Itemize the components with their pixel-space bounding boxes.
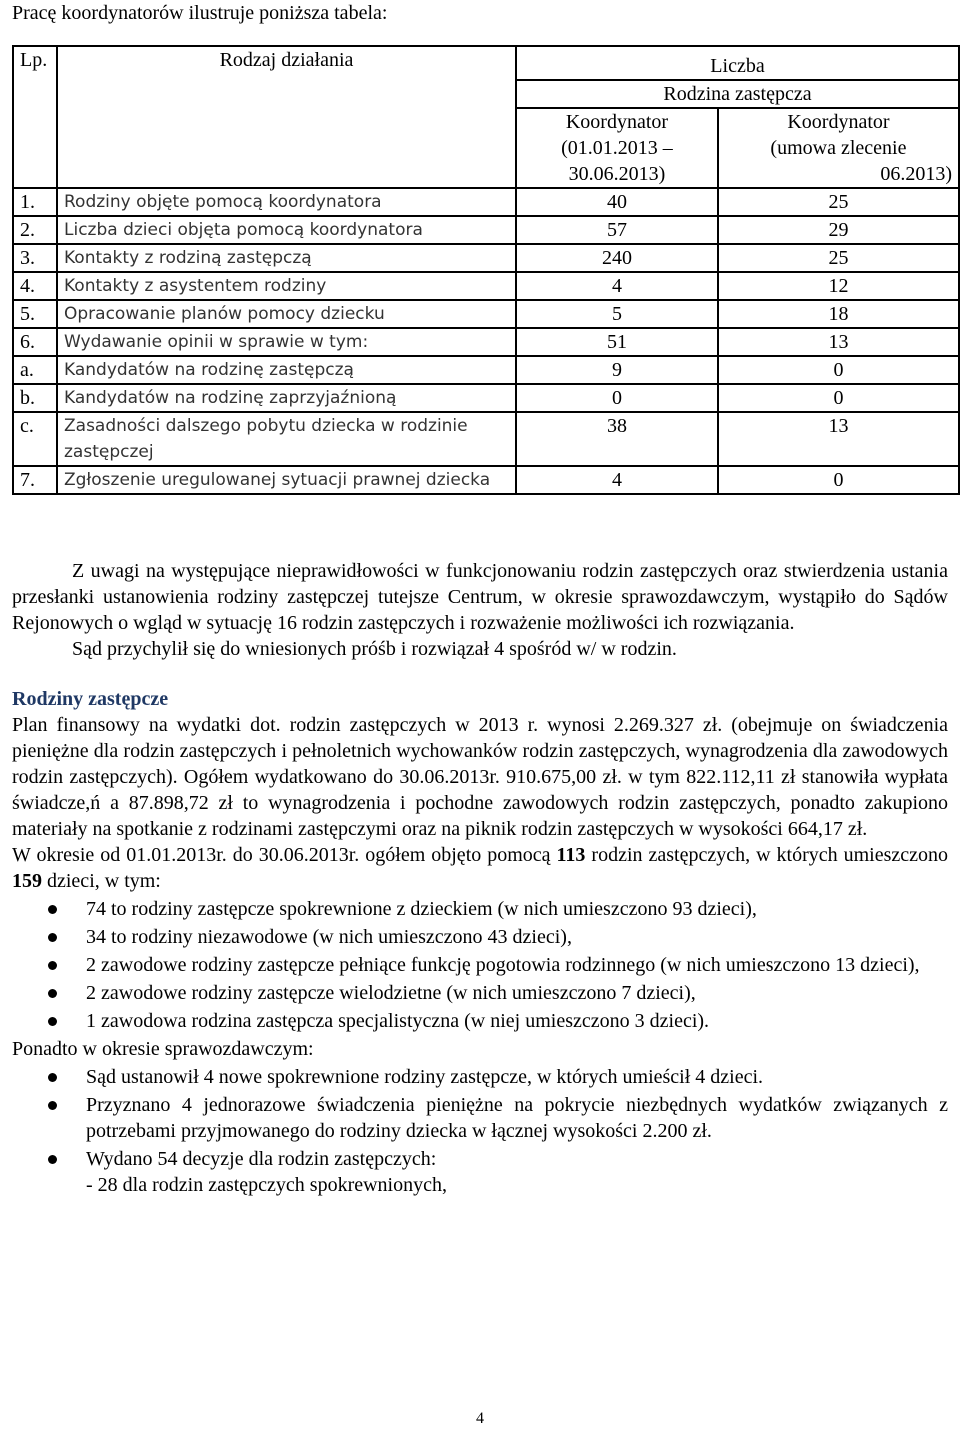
intro-text: Pracę koordynatorów ilustruje poniższa tabela: <box>12 2 388 24</box>
paragraph-irregularities: Z uwagi na występujące nieprawidłowości w funkcjonowaniu rodzin zastępczych oraz stwierdzenia ustania przesłanki ustanowienia rodziny zastępczej tutejsze Centrum, w okresie sprawozdawczym, wystąpiło do Sądów Rejonowych o wgląd w sytuację 16 rodzin zastępczych i rozważenie możliwości ich rozwiązania. <box>12 560 948 634</box>
row-value-1: 4 <box>516 466 718 494</box>
table-row <box>13 384 959 412</box>
row-value-1: 4 <box>516 272 718 300</box>
family-types-list <box>12 896 948 1034</box>
list-item <box>12 924 948 950</box>
list-item-text: 2 zawodowe rodziny zastępcze pełniące funkcję pogotowia rodzinnego (w nich umieszczono 13 dzieci), <box>86 954 920 976</box>
header-col1-line3: 30.06.2013) <box>568 163 666 185</box>
row-num: 4. <box>13 272 57 300</box>
header-col2-line2: (umowa zlecenie <box>770 137 907 159</box>
header-col2-line3: 06.2013) <box>880 163 952 185</box>
table-row <box>13 244 959 272</box>
list-item <box>12 1064 948 1090</box>
row-activity: Zasadności dalszego pobytu dziecka w rodzinie zastępczej <box>57 412 516 466</box>
list-item-text: Przyznano 4 jednorazowe świadczenia pieniężne na pokrycie niezbędnych wydatków związanych z potrzebami przyjmowanego do rodziny dziecka w łącznej wysokości 2.200 zł. <box>86 1094 948 1142</box>
bullet-icon <box>48 1017 57 1026</box>
header-col1-line1: Koordynator <box>565 111 669 133</box>
table-row <box>13 300 959 328</box>
row-num: 6. <box>13 328 57 356</box>
bullet-icon <box>48 905 57 914</box>
row-value-1: 40 <box>516 188 718 216</box>
table-row <box>13 328 959 356</box>
list-item-text: Sąd ustanowił 4 nowe spokrewnione rodziny zastępcze, w których umieścił 4 dzieci. <box>86 1066 764 1088</box>
row-num: 5. <box>13 300 57 328</box>
list-item <box>12 952 948 978</box>
families-served-mid: rodzin zastępczych, w których umieszczono <box>585 844 948 866</box>
paragraph-financial-plan: Plan finansowy na wydatki dot. rodzin zastępczych w 2013 r. wynosi 2.269.327 zł. (obejmuje on świadczenia pieniężne dla rodzin zastępczych i pełnoletnich wychowanków rodzin zastępczych, wynagrodzenia dla zawodowych rodzin zastępczych). Ogółem wydatkowano do 30.06.2013r. 910.675,00 zł. w tym 822.112,11 zł stanowiła wypłata świadcze,ń a 87.898,72 zł to wynagrodzenia i pochodne zawodowych rodzin zastępczych, ponadto zakupiono materiały na spotkanie z rodzinami zastępczymi oraz na piknik rodzin zastępczych w wysokości 664,17 zł. <box>12 714 948 840</box>
row-activity: Opracowanie planów pomocy dziecku <box>57 300 516 328</box>
families-count: 113 <box>556 844 586 866</box>
body-text <box>12 558 948 1200</box>
paragraph-reporting-period: Ponadto w okresie sprawozdawczym: <box>12 1038 314 1060</box>
row-activity: Kontakty z rodziną zastępczą <box>57 244 516 272</box>
row-activity: Kontakty z asystentem rodziny <box>57 272 516 300</box>
bullet-icon <box>48 1073 57 1082</box>
row-value-2: 25 <box>718 188 959 216</box>
row-value-1: 9 <box>516 356 718 384</box>
table-header-row <box>13 46 959 80</box>
list-item <box>12 1146 948 1198</box>
row-num: b. <box>13 384 57 412</box>
table-row <box>13 272 959 300</box>
bullet-icon <box>48 1155 57 1164</box>
paragraph-court: Sąd przychylił się do wniesionych próśb i rozwiązał 4 spośród w/ w rodzin. <box>72 638 677 660</box>
header-lp: Lp. <box>13 46 57 188</box>
row-num: a. <box>13 356 57 384</box>
row-activity: Zgłoszenie uregulowanej sytuacji prawnej dziecka <box>57 466 516 494</box>
list-item-text: 1 zawodowa rodzina zastępcza specjalistyczna (w niej umieszczono 3 dzieci). <box>86 1010 710 1032</box>
row-value-1: 57 <box>516 216 718 244</box>
children-count: 159 <box>12 870 42 892</box>
row-num: 2. <box>13 216 57 244</box>
row-activity: Wydawanie opinii w sprawie w tym: <box>57 328 516 356</box>
families-served-pre: W okresie od 01.01.2013r. do 30.06.2013r. ogółem objęto pomocą <box>12 844 557 866</box>
row-num: 1. <box>13 188 57 216</box>
row-value-2: 0 <box>718 356 959 384</box>
row-num: 7. <box>13 466 57 494</box>
row-value-2: 12 <box>718 272 959 300</box>
list-item-text: 2 zawodowe rodziny zastępcze wielodzietne (w nich umieszczono 7 dzieci), <box>86 982 696 1004</box>
row-value-1: 5 <box>516 300 718 328</box>
header-group: Rodzina zastępcza <box>516 80 959 108</box>
table-row <box>13 216 959 244</box>
row-value-2: 0 <box>718 466 959 494</box>
row-value-1: 240 <box>516 244 718 272</box>
paragraph-families-served <box>12 842 948 894</box>
list-item-text: 34 to rodziny niezawodowe (w nich umieszczono 43 dzieci), <box>86 926 572 948</box>
bullet-icon <box>48 933 57 942</box>
reporting-list <box>12 1064 948 1198</box>
row-value-1: 38 <box>516 412 718 466</box>
list-item <box>12 1092 948 1144</box>
header-col1-line2: (01.01.2013 – <box>561 137 673 159</box>
row-activity: Liczba dzieci objęta pomocą koordynatora <box>57 216 516 244</box>
table-row <box>13 188 959 216</box>
families-served-post: dzieci, w tym: <box>42 870 161 892</box>
page-number: 4 <box>476 1410 484 1427</box>
header-activity: Rodzaj działania <box>57 46 516 188</box>
header-count: Liczba <box>516 46 959 80</box>
list-item-text: 74 to rodziny zastępcze spokrewnione z dzieckiem (w nich umieszczono 93 dzieci), <box>86 898 757 920</box>
table-row <box>13 356 959 384</box>
row-num: 3. <box>13 244 57 272</box>
row-value-1: 0 <box>516 384 718 412</box>
row-value-1: 51 <box>516 328 718 356</box>
header-col1 <box>516 108 718 188</box>
bullet-icon <box>48 1101 57 1110</box>
bullet-icon <box>48 989 57 998</box>
list-item <box>12 896 948 922</box>
header-col2-line1: Koordynator <box>787 111 890 133</box>
row-value-2: 29 <box>718 216 959 244</box>
header-col2 <box>718 108 959 188</box>
sub-item: - 28 dla rodzin zastępczych spokrewnionych, <box>86 1174 447 1196</box>
section-title: Rodziny zastępcze <box>12 688 169 710</box>
table-row <box>13 412 959 466</box>
row-value-2: 13 <box>718 328 959 356</box>
row-activity: Kandydatów na rodzinę zaprzyjaźnioną <box>57 384 516 412</box>
row-value-2: 25 <box>718 244 959 272</box>
row-activity: Kandydatów na rodzinę zastępczą <box>57 356 516 384</box>
list-item-text: Wydano 54 decyzje dla rodzin zastępczych: <box>86 1148 437 1170</box>
row-value-2: 0 <box>718 384 959 412</box>
list-item <box>12 980 948 1006</box>
bullet-icon <box>48 961 57 970</box>
row-num: c. <box>13 412 57 466</box>
row-activity: Rodziny objęte pomocą koordynatora <box>57 188 516 216</box>
coordinator-table <box>12 45 960 495</box>
row-value-2: 18 <box>718 300 959 328</box>
row-value-2: 13 <box>718 412 959 466</box>
list-item <box>12 1008 948 1034</box>
table-row <box>13 466 959 494</box>
